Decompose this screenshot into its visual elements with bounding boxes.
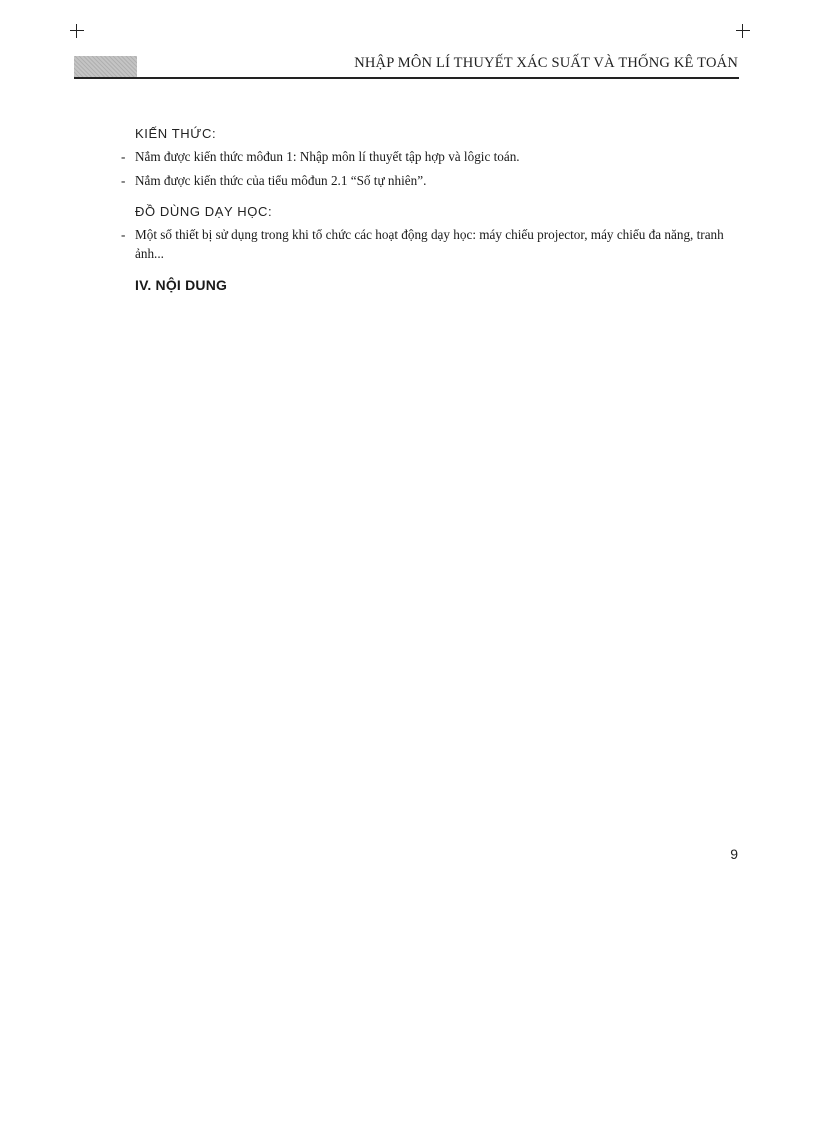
list-item-text: Nắm được kiến thức của tiểu môđun 2.1 “Số tự nhiên”. (135, 173, 427, 188)
bullet-dash: - (121, 149, 126, 164)
list-item-text: Một số thiết bị sử dụng trong khi tổ chức các hoạt động dạy học: máy chiếu projector, máy chiếu đa năng, tranh ảnh... (135, 227, 724, 261)
page-number: 9 (730, 846, 738, 862)
header-tab (74, 56, 137, 77)
content-heading: IV. NỘI DUNG (135, 277, 228, 293)
list-item (121, 225, 741, 263)
section-label-knowledge: KIẾN THỨC: (135, 126, 217, 141)
bullet-dash: - (121, 173, 126, 188)
crop-mark-top-right (736, 24, 750, 38)
bullet-dash: - (121, 227, 126, 242)
list-item (121, 147, 741, 166)
header-rule (74, 77, 739, 79)
section-label-materials: ĐỒ DÙNG DẠY HỌC: (135, 204, 273, 219)
page-content (121, 126, 741, 293)
list-item-text: Nắm được kiến thức môđun 1: Nhập môn lí thuyết tập hợp và lôgic toán. (135, 149, 520, 164)
crop-mark-top-left (70, 24, 84, 38)
knowledge-list (121, 147, 741, 190)
list-item (121, 171, 741, 190)
materials-list (121, 225, 741, 263)
running-header-title: NHẬP MÔN LÍ THUYẾT XÁC SUẤT VÀ THỐNG KÊ TOÁN (354, 55, 738, 71)
